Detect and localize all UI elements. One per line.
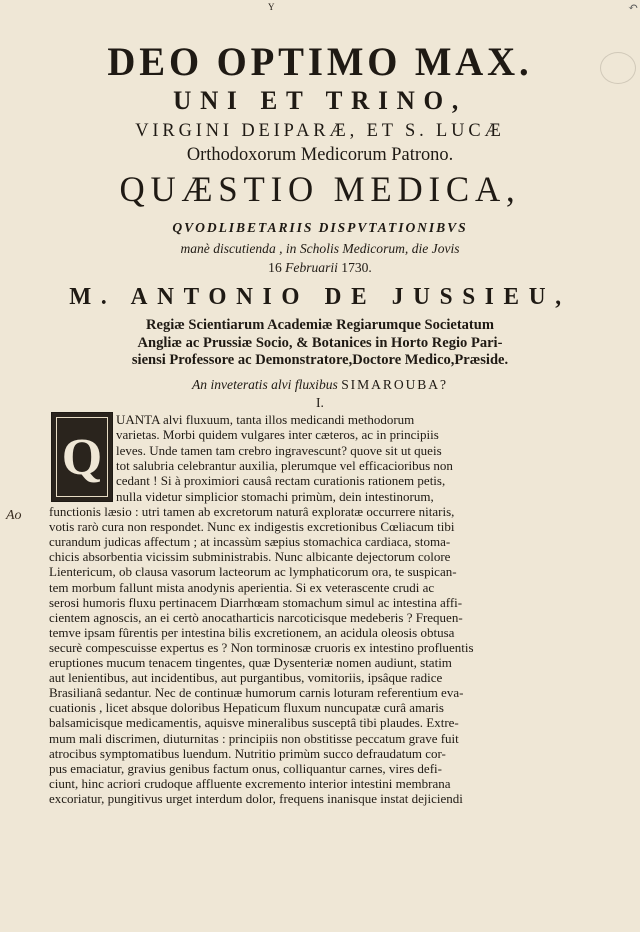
dedication-line-4: Orthodoxorum Medicorum Patrono.: [186, 144, 454, 165]
body-line: varietas. Morbi quidem vulgares inter cæteros, ac in principiis: [116, 427, 439, 443]
signature-mark: Y: [268, 2, 275, 12]
body-line: pus emaciatur, gravius genibus factum onus, colliquantur carnes, vires defi-: [49, 760, 442, 776]
margin-annotation: Ao: [6, 508, 22, 523]
corner-mark: ↶: [627, 0, 638, 14]
dedication-line-1: DEO OPTIMO MAX.: [107, 39, 533, 84]
question-line: [10, 378, 630, 394]
body-line: tem morbum fallunt mista anodynis aperientia. Si ex veterascente crudi ac: [49, 579, 435, 595]
body-line: votis rarò cura non respondet. Nunc ex indigestis excretionibus Cœliacum tibi: [49, 519, 455, 535]
body-line: aut lenientibus, aut incidentibus, aut purgantibus, vomitoriis, ipsâque radice: [49, 670, 443, 686]
body-line: mum mali discrimen, diuturnitas : principiis non obstitisse peccatum grave fuit: [49, 730, 459, 746]
author-name: M. ANTONIO DE JUSSIEU,: [69, 284, 571, 310]
body-line: Brasilianâ sedantur. Nec de continuæ humorum carnis loturam referentium eva-: [49, 685, 464, 701]
disputatio-line-1: QVODLIBETARIIS DISPVTATIONIBVS: [172, 221, 468, 236]
disputatio-date: [10, 261, 630, 277]
body-line: temve ipsam fûrentis per intestina bilis excretionem, an acidula oleosis obtusa: [49, 624, 455, 640]
body-line: tot salubria celebrantur auxilia, plerumque vel efficacioribus non: [116, 457, 453, 473]
author-line-2: Angliæ ac Prussiæ Socio, & Botanices in Horto Regio Pari-: [137, 335, 503, 351]
dedication-line-2: UNI ET TRINO,: [173, 86, 467, 115]
question-word: SIMAROUBA?: [341, 378, 448, 393]
date-month: Februarii: [285, 261, 338, 276]
body-line: cientem agnoscis, an ei certò anocatharticis narcoticisque medeberis ? Frequen-: [49, 609, 463, 625]
author-line-3: siensi Professore ac Demonstratore,Doctore Medico,Præside.: [131, 352, 509, 368]
body-line: curandum judicas affectum ; at incassùm sæpius stomachica cardiaca, stoma-: [49, 534, 451, 550]
body-line: functionis læsio : utri tamen ab excretorum naturâ exploratæ occurrere nitaris,: [49, 504, 455, 519]
body-line: cedant ! Si à proximiori causâ rectam curationis rationem petis,: [116, 473, 446, 489]
body-line: eruptiones mucum tenacem tingentes, quæ Dysenteriæ nomen audiunt, statim: [49, 655, 452, 670]
body-line: leves. Unde tamen tam crebro ingravescunt? quove sit ut queis: [116, 442, 442, 458]
body-line: atrocibus symptomatibus luendum. Nutritio primùm succo defraudatum cor-: [49, 745, 446, 761]
dedication-line-3: VIRGINI DEIPARÆ, ET S. LUCÆ: [135, 120, 505, 141]
date-day: 16: [268, 261, 282, 276]
body-line: serosi humoris fluxu pertinacem Diarrhœam stomachum simul ac intestina affi-: [49, 594, 463, 610]
body-line: securè compescuisse expertus es ? Non torminosæ cruoris ex intestino profluentis: [49, 639, 474, 655]
body-line: excoriatur, pungitivus urget interdum dolor, frequens inanisque instat dejiciendi: [49, 790, 463, 806]
disputatio-line-2: manè discutienda , in Scholis Medicorum, die Jovis: [180, 242, 460, 257]
body-line: cuationis , licet absque doloribus Hepaticum fluxum nuncupatæ curâ amaris: [49, 700, 444, 716]
section-number: I.: [316, 396, 324, 411]
body-line: chicis absorbentia vicissim subministrabis. Nunc albicante dejectorum colore: [49, 549, 451, 565]
body-line: Lientericum, ob clausa vasorum lacteorum ac lymphaticorum ora, te suspican-: [49, 564, 457, 580]
date-year: 1730.: [341, 261, 372, 276]
body-line: UANTA alvi fluxuum, tanta illos medicandi methodorum: [116, 412, 415, 427]
drop-cap: [51, 412, 113, 502]
question-italic: An inveteratis alvi fluxibus: [192, 378, 338, 393]
body-line: nulla videtur simplicior stomachi primùm, dein intestinorum,: [116, 488, 434, 504]
body-line: ciunt, hinc acriori crudoque affluente excremento interior intestini membrana: [49, 775, 451, 791]
body-line: balsamicisque medicamentis, aquisve mineralibus susceptâ tibi plaudes. Extre-: [49, 715, 459, 731]
quaestio-heading: QUÆSTIO MEDICA,: [119, 169, 521, 209]
drop-cap-letter: Q: [56, 417, 108, 497]
author-line-1: Regiæ Scientiarum Academiæ Regiarumque Societatum: [146, 317, 494, 333]
